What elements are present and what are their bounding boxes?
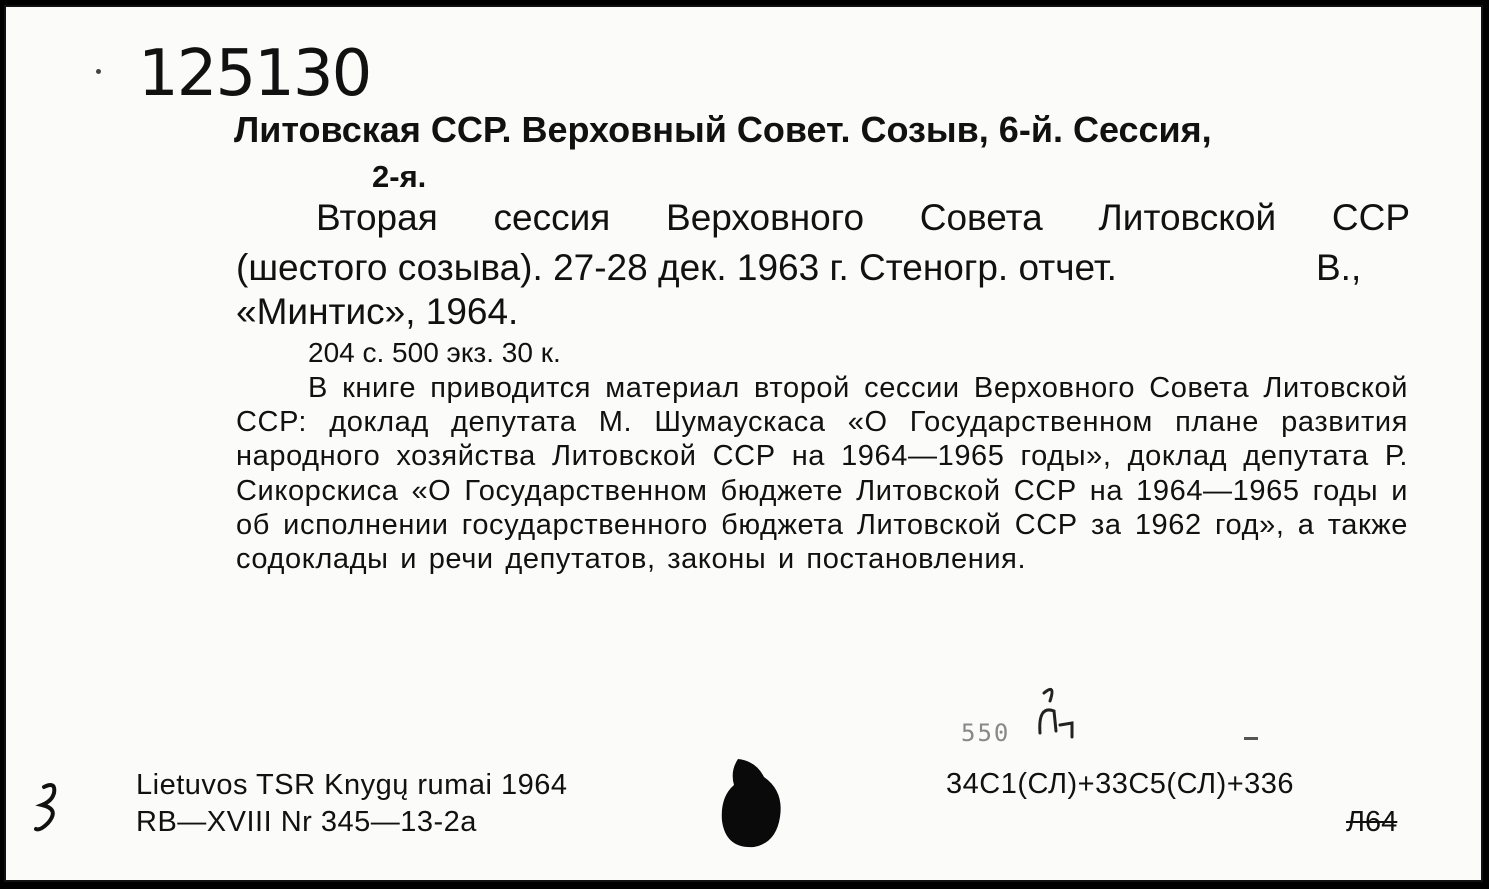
handwritten-mark-icon [1026, 675, 1106, 745]
ink-speck [96, 69, 101, 74]
imprint-line-1: Lietuvos TSR Knygų rumai 1964 [136, 769, 568, 801]
classification-author-mark: Л64 [1346, 806, 1398, 838]
pencil-mark-icon [34, 779, 94, 839]
title-line-2-place: В., [1316, 247, 1362, 288]
abstract: В книге приводится материал второй сессии Верховного Совета Литовской ССР: доклад депутата М. Шумаускаса «О Государственном плане развития народного хозяйства Литовской ССР на 1964—1965 годы», доклад депутата Р. Сикорскиса «О Государственном бюджете Литовской ССР на 1964—1965 годы и об исполнении государственного бюджета Литовской ССР за 1962 год», а также содоклады и речи депутатов, законы и постановления. [236, 372, 1408, 576]
ink-blot-icon [716, 755, 788, 855]
catalog-card [4, 5, 1483, 882]
ink-speck [1244, 737, 1258, 740]
heading-line-1: Литовская ССР. Верховный Совет. Созыв, 6-й. Сессия, [234, 109, 1212, 150]
shelf-mark: 550 [961, 719, 1011, 747]
imprint-line-2: RB—XVIII Nr 345—13-2a [136, 806, 477, 838]
title-line-2: (шестого созыва). 27-28 дек. 1963 г. Стеногр. отчет. [236, 247, 1117, 288]
collation: 204 с. 500 экз. 30 к. [308, 337, 561, 368]
title-line-3: «Минтис», 1964. [236, 291, 519, 332]
heading-line-2: 2-я. [372, 159, 427, 194]
title-line-1: Вторая сессия Верховного Совета Литовской ССР [316, 197, 1410, 238]
accession-number: 125130 [138, 37, 371, 111]
classification-index: 34С1(СЛ)+33С5(СЛ)+336 [946, 768, 1295, 800]
